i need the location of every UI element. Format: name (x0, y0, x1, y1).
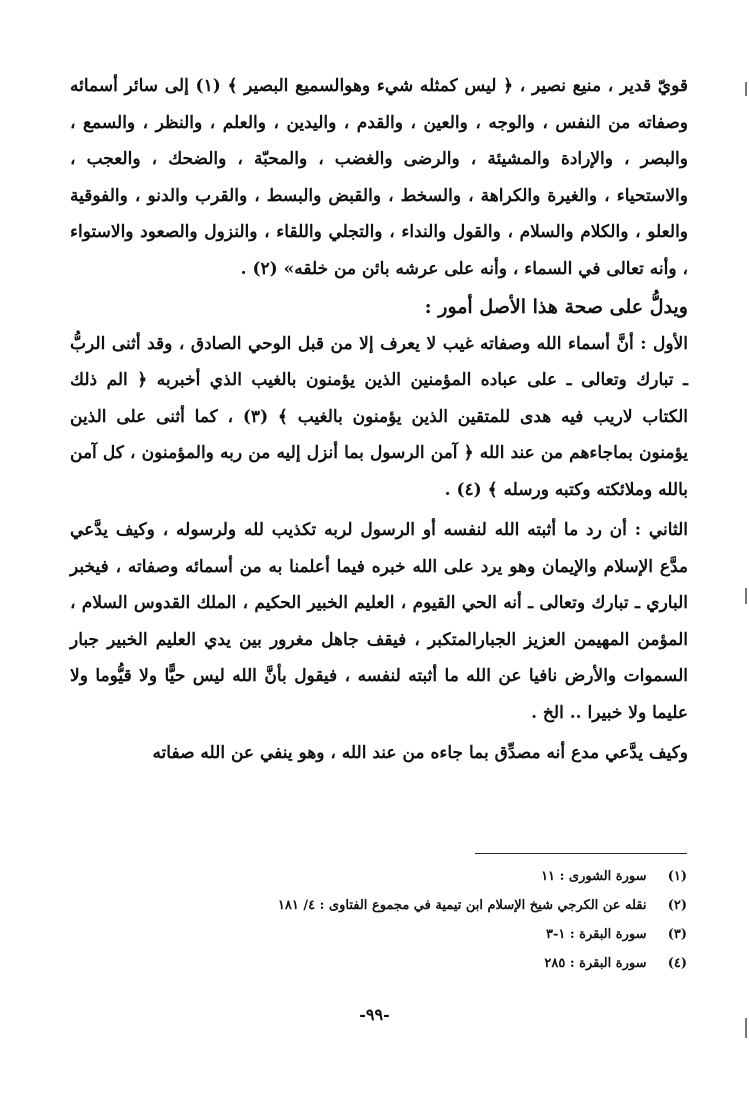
footnote-number: (٣) (667, 927, 687, 942)
paragraph-4: وكيف يدَّعي مدع أنه مصدِّق بما جاءه من عند الله ، وهو ينفي عن الله صفاته (152, 743, 688, 763)
paragraph-first-point (70, 326, 688, 509)
footnote-text: نقله عن الكرجي شيخ الإسلام ابن تيمية في مجموع الفتاوى : ٤/ ١٨١ (277, 898, 647, 913)
scan-edge-mark (745, 588, 747, 604)
footnote-item (200, 920, 687, 949)
footnote-item (200, 862, 687, 891)
footnote-number: (١) (667, 869, 687, 884)
second-point-label: الثاني : (634, 520, 688, 540)
footnote-item (200, 949, 687, 978)
scan-edge-mark (745, 1018, 747, 1038)
first-point-text: أنَّ أسماء الله وصفاته غيب لا يعرف إلا من قبل الوحي الصادق ، وقد أثنى الربُّ ـ تبارك وتعالى ـ على عباده المؤمنين الذين يؤمنون بالغيب الذي أخبربه ﴿ الم ذلك الكتاب لاريب فيه هدى للمتقين الذين يؤمنون بالغيب ﴾ (٣) ، كما أثنى على الذين يؤمنون بماجاءهم من عند الله ﴿ آمن الرسول بما أنزل إليه من ربه والمؤمنون ، كل آمن بالله وملائكته وكتبه ورسله ﴾ (٤) . (70, 333, 688, 500)
page-number: -٩٩- (359, 1005, 390, 1024)
second-point-text: أن رد ما أثبته الله لنفسه أو الرسول لربه تكذيب لله ولرسوله ، وكيف يدَّعي مدَّع الإسلام والإيمان وهو يرد على الله خبره فيما أعلمنا به من أسمائه وصفاته ، فيخبر الباري ـ تبارك وتعالى ـ أنه الحي القيوم ، العليم الخبير الحكيم ، الملك القدوس السلام ، المؤمن المهيمن العزيز الجبارالمتكبر ، فيقف جاهل مغرور بين يدي العليم الخبير جبار السموات والأرض نافيا عن الله ما أثبته لنفسه ، فيقول بأنَّ الله ليس حيًّا ولا قيُّوما ولا عليما ولا خبيرا .. الخ . (70, 520, 688, 723)
footnotes (200, 862, 687, 978)
paragraph-second-point (70, 512, 688, 731)
footnote-item (200, 891, 687, 920)
scan-edge-mark (745, 82, 747, 96)
footnote-number: (٢) (667, 898, 687, 913)
paragraph-1: قويّ قدير ، منيع نصير ، ﴿ ليس كمثله شيء وهوالسميع البصير ﴾ (١) إلى سائر أسمائه وصفاته من النفس ، والوجه ، والعين ، والقدم ، واليدين ، والعلم ، والنظر ، والسمع ، والبصر ، والإرادة والمشيئة ، والرضى والغضب ، والمحبّة ، والضحك ، والعجب ، والاستحياء ، والغيرة والكراهة ، والسخط ، والقبض والبسط ، والقرب والدنو ، والفوقية والعلو ، والكلام والسلام ، والقول والنداء ، والتجلي واللقاء ، والنزول والصعود والاستواء ، وأنه تعالى في السماء ، وأنه على عرشه بائن من خلقه» (٢) . (70, 76, 689, 279)
first-point-label: الأول : (640, 333, 688, 354)
footnote-number: (٤) (667, 956, 687, 971)
footnote-text: سورة البقرة : ٢٨٥ (544, 956, 647, 971)
section-heading: ويدلُّ على صحة هذا الأصل أمور : (424, 296, 688, 318)
footnote-text: سورة البقرة : ١-٣ (545, 927, 647, 942)
footnote-text: سورة الشورى : ١١ (541, 869, 647, 884)
main-text (70, 68, 688, 772)
footnote-divider (475, 853, 687, 854)
